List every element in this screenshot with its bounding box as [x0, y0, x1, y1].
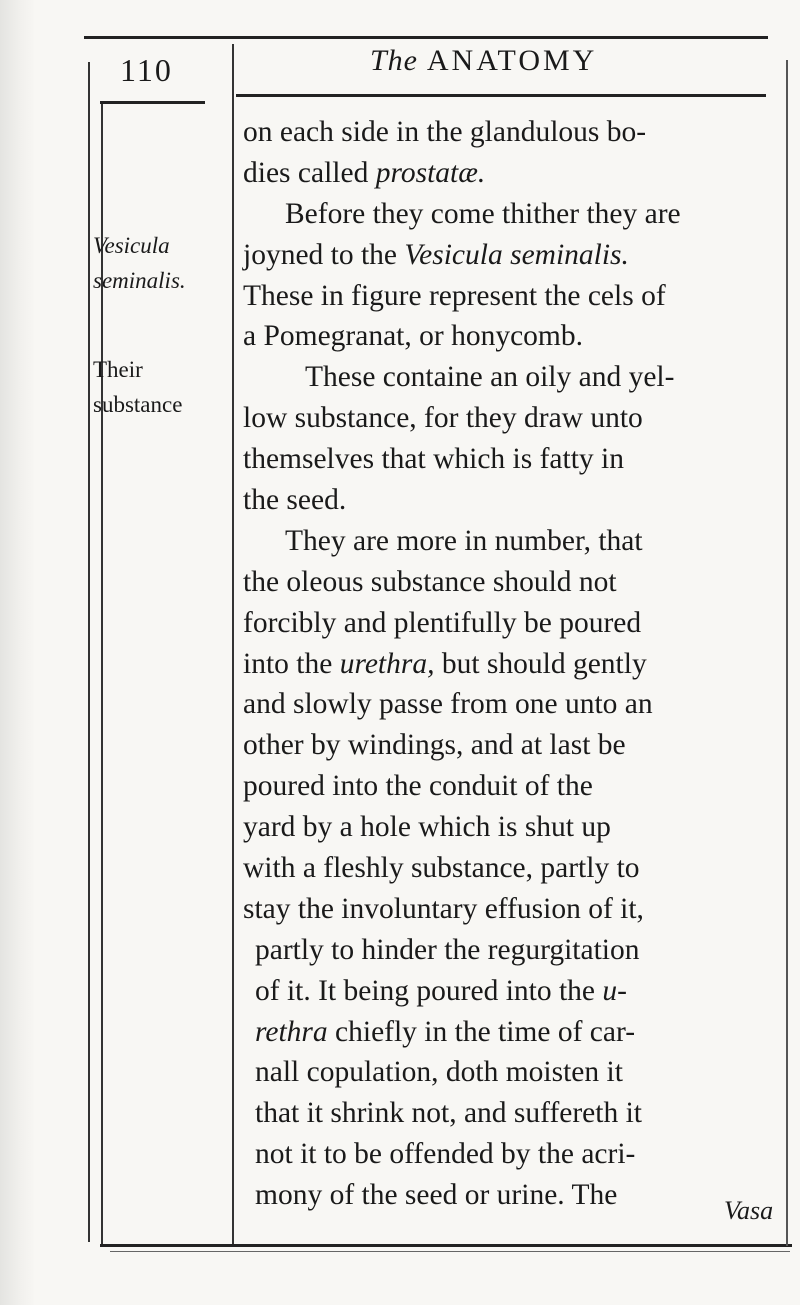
text-line	[243, 1012, 775, 1053]
text-line	[243, 971, 775, 1012]
text-line: on each side in the glandulous bo-	[243, 116, 647, 148]
text-line: partly to hinder the regurgitation	[255, 933, 640, 966]
text-line: low substance, for they draw unto	[243, 402, 643, 435]
text-line: yard by a hole which is shut up	[243, 811, 611, 844]
italic-term: prostatæ.	[375, 156, 486, 189]
text-line	[243, 153, 775, 194]
text-line: stay the involuntary effusion of it,	[243, 892, 644, 925]
header-rule-right	[236, 94, 766, 97]
text-run: of it. It being poured into the	[255, 974, 603, 1007]
text-line: These in figure represent the cels of	[243, 279, 666, 312]
text-run: but should gently	[434, 647, 647, 680]
text-line: mony of the seed or urine. The	[255, 1179, 618, 1212]
text-line: nall copulation, doth moisten it	[255, 1056, 623, 1089]
text-line: that it shrink not, and suffereth it	[255, 1097, 642, 1130]
text-line: a Pomegranat, or honycomb.	[243, 320, 583, 353]
right-frame-line	[786, 60, 788, 1246]
bottom-rule-lower	[110, 1251, 790, 1252]
bottom-rule	[100, 1244, 792, 1247]
text-run: joyned to the	[243, 238, 405, 271]
italic-term: rethra	[255, 1015, 328, 1048]
text-line: the oleous substance should not	[243, 565, 617, 598]
header-rule-left	[100, 101, 205, 104]
text-run: into the	[243, 647, 340, 680]
text-line: and slowly passe from one unto an	[243, 688, 653, 721]
text-line	[243, 644, 775, 685]
italic-term: u-	[602, 974, 627, 1007]
margin-note-line: seminalis.	[93, 268, 186, 293]
running-title-main: ANATOMY	[426, 44, 598, 77]
running-title	[370, 44, 597, 78]
text-run: chiefly in the time of car-	[327, 1015, 636, 1048]
page-gutter-shadow	[0, 0, 34, 1305]
text-run: dies called	[243, 156, 376, 189]
margin-note-line: Their	[93, 357, 143, 382]
italic-term: urethra,	[339, 647, 435, 680]
text-line: themselves that which is fatty in	[243, 443, 624, 476]
text-line: poured into the conduit of the	[243, 770, 593, 803]
margin-note-line: substance	[93, 392, 183, 417]
margin-note-substance	[93, 352, 182, 422]
text-line: other by windings, and at last be	[243, 729, 626, 762]
top-rule	[84, 36, 768, 39]
paragraph-start-line: They are more in number, that	[285, 524, 643, 557]
margin-divider	[232, 44, 234, 1244]
running-title-article: The	[370, 44, 418, 77]
left-frame-line	[88, 62, 90, 1242]
body-text	[243, 112, 775, 1216]
text-line: forcibly and plentifully be poured	[243, 606, 642, 639]
text-line: the seed.	[243, 484, 347, 517]
paragraph-start-line: These containe an oily and yel-	[305, 361, 675, 394]
text-line: not it to be offended by the acri-	[255, 1138, 636, 1171]
catchword: Vasa	[724, 1196, 774, 1225]
margin-note-line: Vesicula	[93, 233, 170, 258]
text-line: with a fleshly substance, partly to	[243, 852, 640, 885]
italic-term: Vesicula seminalis.	[404, 238, 629, 271]
margin-note-vesicula	[93, 228, 186, 298]
paragraph-start-line: Before they come thither they are	[285, 197, 681, 230]
page-number: 110	[120, 52, 173, 88]
text-line	[243, 235, 775, 276]
